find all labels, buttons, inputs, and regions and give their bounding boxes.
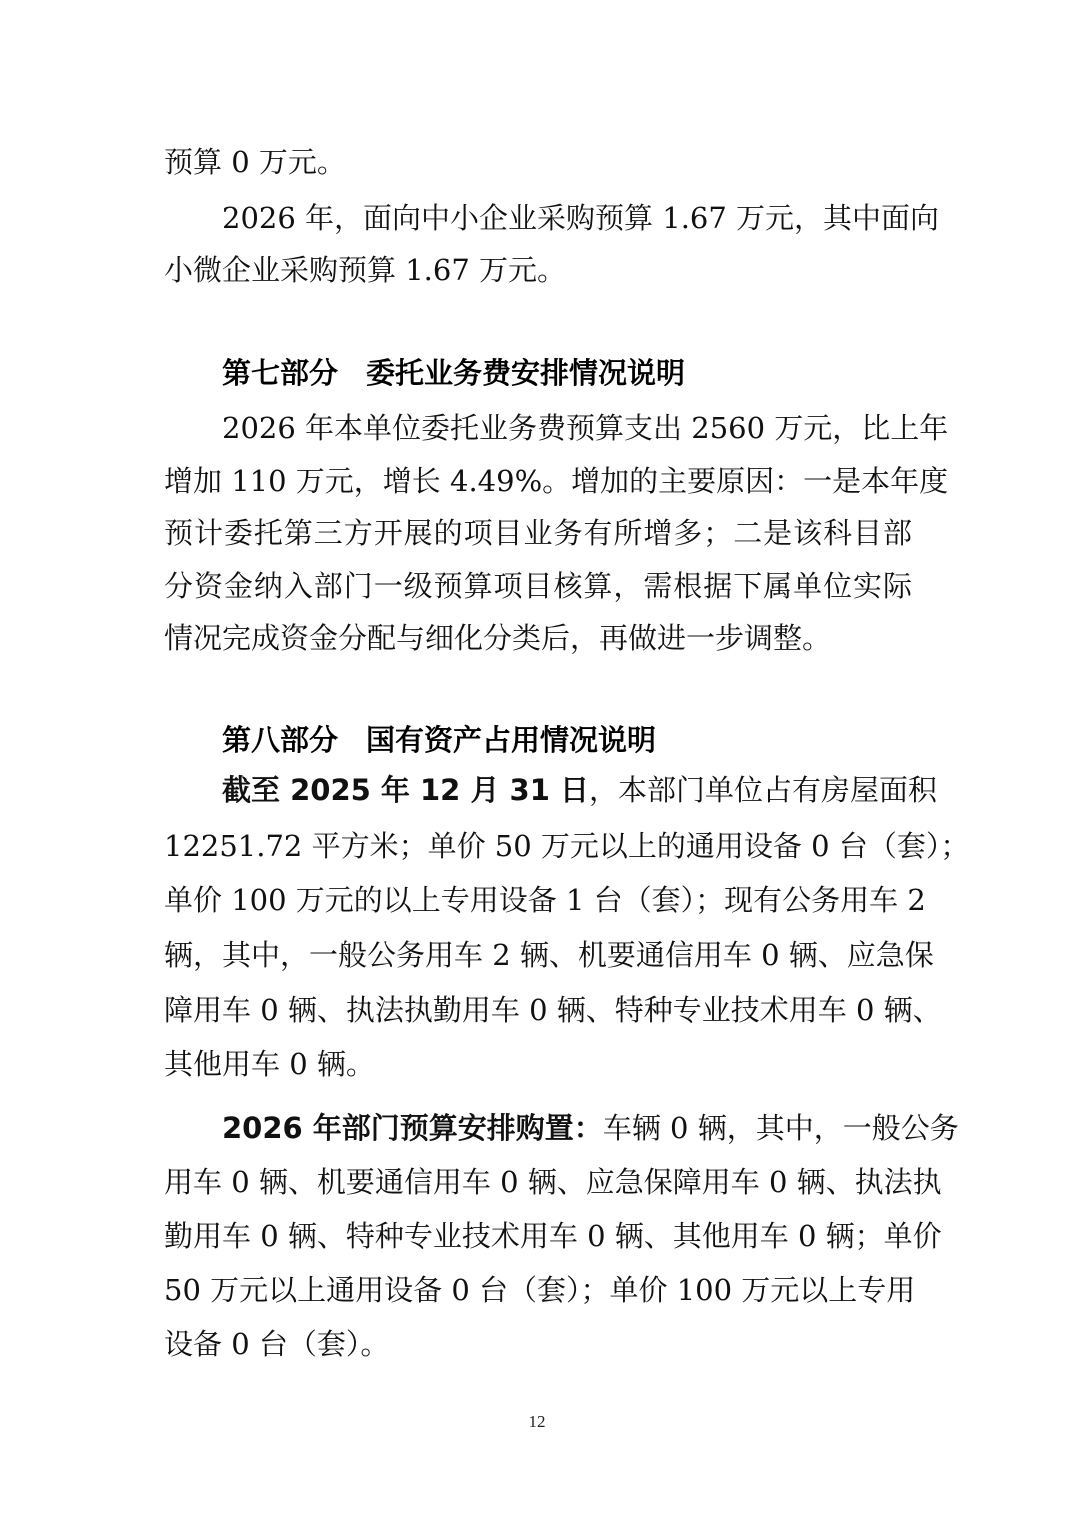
body-text-line: 50 万元以上通用设备 0 台（套）；单价 100 万元以上专用 [164,1273,916,1307]
body-text-line: 增加 110 万元，增长 4.49%。增加的主要原因：一是本年度 [164,464,949,498]
body-text-line: 情况完成资金分配与细化分类后，再做进一步调整。 [164,621,832,655]
body-text-line: 2026 年本单位委托业务费预算支出 2560 万元，比上年 [222,411,949,445]
body-text-line: 障用车 0 辆、执法执勤用车 0 辆、特种专业技术用车 0 辆、 [164,993,942,1027]
body-text-line: 设备 0 台（套）。 [164,1327,390,1361]
section-heading [222,353,685,393]
body-text-line [222,770,938,810]
body-text-line: 辆，其中，一般公务用车 2 辆、机要通信用车 0 辆、应急保 [164,938,934,972]
body-text-line [222,1108,959,1148]
bold-date-phrase: 截至 2025 年 12 月 31 日 [222,773,590,807]
body-text-line: 其他用车 0 辆。 [164,1047,375,1081]
body-text-line: 预算 0 万元。 [164,145,346,179]
section-title: 委托业务费安排情况说明 [366,356,686,390]
bold-lead-phrase: 2026 年部门预算安排购置： [222,1111,603,1145]
body-text-line: 2026 年，面向中小企业采购预算 1.67 万元，其中面向 [222,201,940,235]
body-text-line: 勤用车 0 辆、特种专业技术用车 0 辆、其他用车 0 辆；单价 [164,1219,942,1253]
body-text-run: ，本部门单位占有房屋面积 [589,773,938,807]
page-number: 12 [528,1412,546,1431]
section-title: 国有资产占用情况说明 [366,723,657,757]
section-number: 第七部分 [222,356,339,390]
body-text-line: 小微企业采购预算 1.67 万元。 [164,253,567,287]
body-text-line: 分资金纳入部门一级预算项目核算，需根据下属单位实际 [164,569,912,603]
body-text-line: 12251.72 平方米；单价 50 万元以上的通用设备 0 台（套）； [164,829,970,863]
body-text-run: 车辆 0 辆，其中，一般公务 [602,1111,959,1145]
body-text-line: 单价 100 万元的以上专用设备 1 台（套）；现有公务用车 2 [164,883,926,917]
section-heading [222,720,656,760]
body-text-line: 用车 0 辆、机要通信用车 0 辆、应急保障用车 0 辆、执法执 [164,1165,942,1199]
section-number: 第八部分 [222,723,339,757]
body-text-line: 预计委托第三方开展的项目业务有所增多；二是该科目部 [164,516,912,550]
